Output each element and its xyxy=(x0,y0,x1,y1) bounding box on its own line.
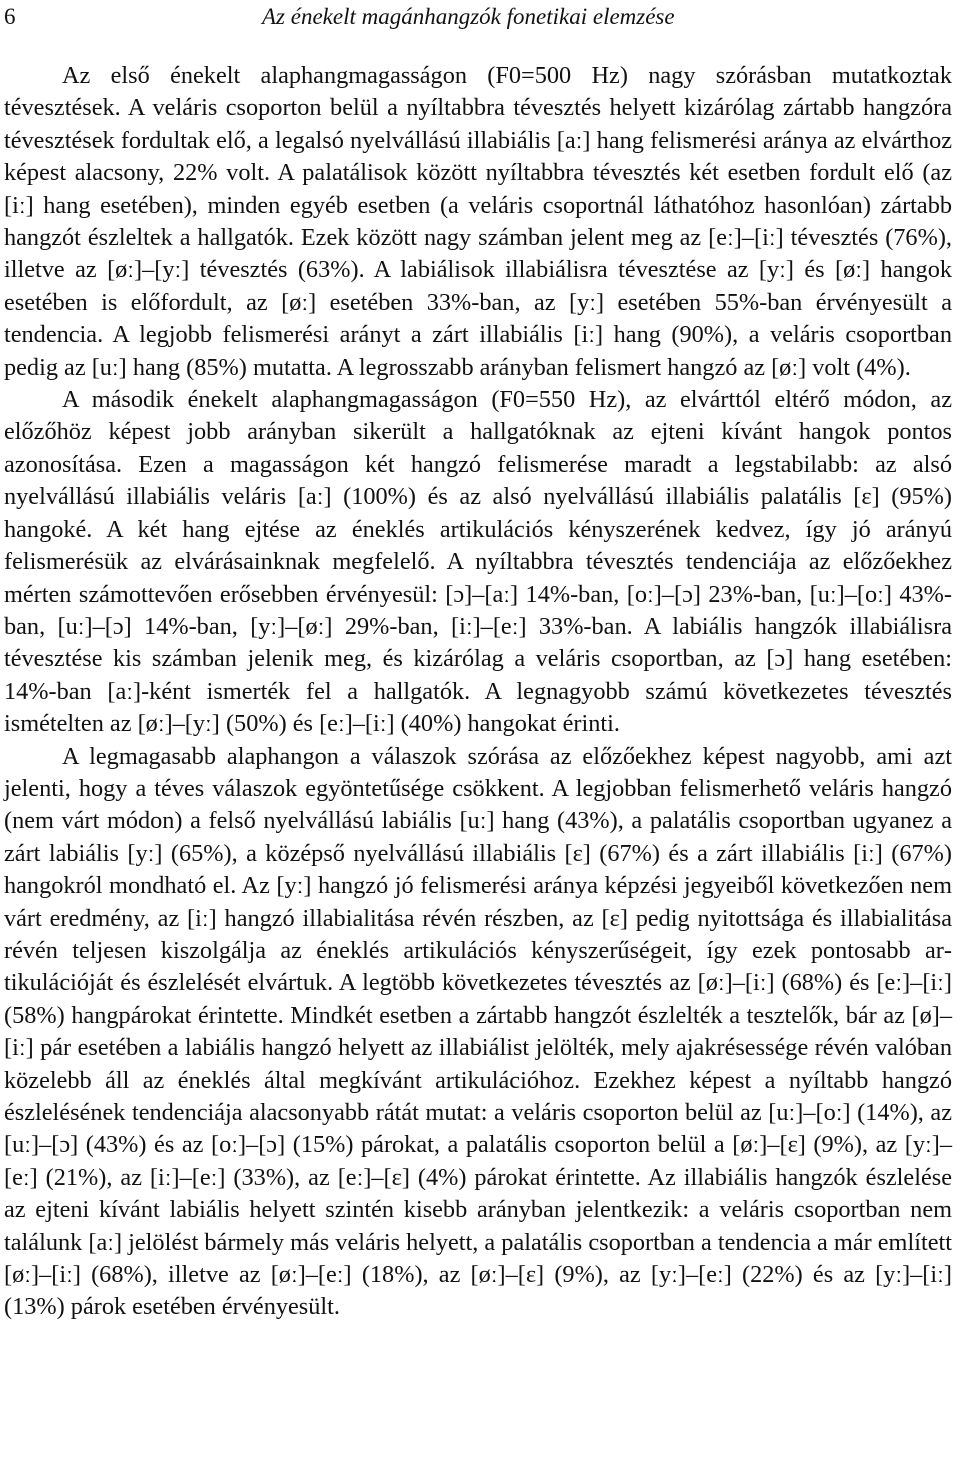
paragraph-1: Az első énekelt alaphangmagasságon (F0=500 Hz) nagy szórásban mutatkoztak tévesztések. A veláris csoporton belül a nyíltabbra tévesztés helyett kizárólag zártabb hangzóra tévesztések fordultak elő, a legalsó nyelvállású illabiális [aː] hang felismerési aránya az elvárthoz képest alacsony, 22% volt. A palatálisok között nyíltabbra tévesztés két esetben fordult elő (az [iː] hang esetében), minden egyéb esetben (a veláris csoportnál láthatóhoz hasonlóan) zártabb hangzót észleltek a hallgatók. Ezek között nagy számban jelent meg az [eː]–[iː] tévesztés (76%), illetve az [øː]–[yː] tévesztés (63%). A labiálisok illabiálisra tévesztése az [yː] és [øː] hangok esetében is előfordult, az [øː] esetében 33%-ban, az [yː] esetében 55%-ban érvényesült a tendencia. A legjobb felismerési arányt a zárt illabiális [iː] hang (90%), a veláris csoportban pedig az [uː] hang (85%) mutatta. A legrosszabb arányban felismert hangzó az [øː] volt (4%). xyxy=(4,62,952,381)
body-text xyxy=(4,60,952,1324)
running-title: Az énekelt magánhangzók fonetikai elemzése xyxy=(262,4,675,29)
page-header xyxy=(4,2,952,42)
page-number: 6 xyxy=(4,4,16,29)
document-page xyxy=(4,2,952,1324)
paragraph-3: A legmagasabb alaphangon a válaszok szórása az előzőekhez képest nagyobb, ami azt jelenti, hogy a téves válaszok egyöntetűsége csökkent. A legjobban felismerhető veláris hangzó (nem várt módon) a felső nyelvállású labiális [uː] hang (43%), a palatális csoportban ugyanez a zárt labiális [yː] (65%), a középső nyelvállású illabiális [ɛ] (67%) és a zárt illabiális [iː] (67%) hangokról mondható el. Az [yː] hangzó jó felismerési aránya képzési jegyeiből következően nem várt eredmény, az [iː] hangzó illabialitása révén részben, az [ɛ] pedig nyitottsága és illabialitása révén teljesen kiszolgálja az éneklés artikulációs kényszerűségeit, így ezek pontosabb artikulációját és észlelését elvártuk. A legtöbb következetes tévesztés az [øː]–[iː] (68%) és [eː]–[iː] (58%) hangpárokat érintette. Mindkét esetben a zártabb hangzót észlelték a tesztelők, bár az [ø]–[iː] pár esetében a labiális hangzó helyett az illabiálist jelölték, mely ajakrésessége révén valóban közelebb áll az éneklés által megkívánt artikulációhoz. Ezekhez képest a nyíltabb hangzó észlelésének tendenciája alacsonyabb rátát mutat: a veláris csoporton belül az [uː]–[oː] (14%), az [uː]–[ɔ] (43%) és az [oː]–[ɔ] (15%) párokat, a palatális csoporton belül a [øː]–[ɛ] (9%), az [yː]–[eː] (21%), az [iː]–[eː] (33%), az [eː]–[ɛ] (4%) párokat érintette. Az illabiális hangzók észlelése az ejteni kívánt labiális helyett szintén kisebb arányban jelentkezik: a veláris csoportban nem találunk [aː] jelölést bármely más veláris helyett, a palatális csoportban a tendencia a már említett [øː]–[iː] (68%), illetve az [øː]–[eː] (18%), az [øː]–[ɛ] (9%), az [yː]–[eː] (22%) és az [yː]–[iː] (13%) párok esetében érvényesült. xyxy=(4,742,952,1321)
paragraph-2: A második énekelt alaphangmagasságon (F0=550 Hz), az elvárttól eltérő módon, az előzőhöz képest jobb arányban sikerült a hallgatóknak az ejteni kívánt hangok pontos azonosítása. Ezen a magasságon két hangzó felismerése maradt a legstabilabb: az alsó nyelvállású illabiális veláris [aː] (100%) és az alsó nyelvállású illabiális palatális [ɛ] (95%) hangoké. A két hang ejtése az éneklés artikulációs kényszerének kedvez, így jó arányú felismerésük az elvárásainknak megfelelő. A nyíltabbra tévesztés tendenciája az előzőekhez mérten számottevően erősebben érvényesül: [ɔ]–[aː] 14%-ban, [oː]–[ɔ] 23%-ban, [uː]–[oː] 43%-ban, [uː]–[ɔ] 14%-ban, [yː]–[øː] 29%-ban, [iː]–[eː] 33%-ban. A labiális hangzók illabiálisra tévesztése kis számban jelenik meg, és kizárólag a veláris csoportban, az [ɔ] hang esetében: 14%-ban [aː]-ként ismerték fel a hallgatók. A legnagyobb számú következetes tévesztés ismételten az [øː]–[yː] (50%) és [eː]–[iː] (40%) hangokat érinti. xyxy=(4,386,952,738)
